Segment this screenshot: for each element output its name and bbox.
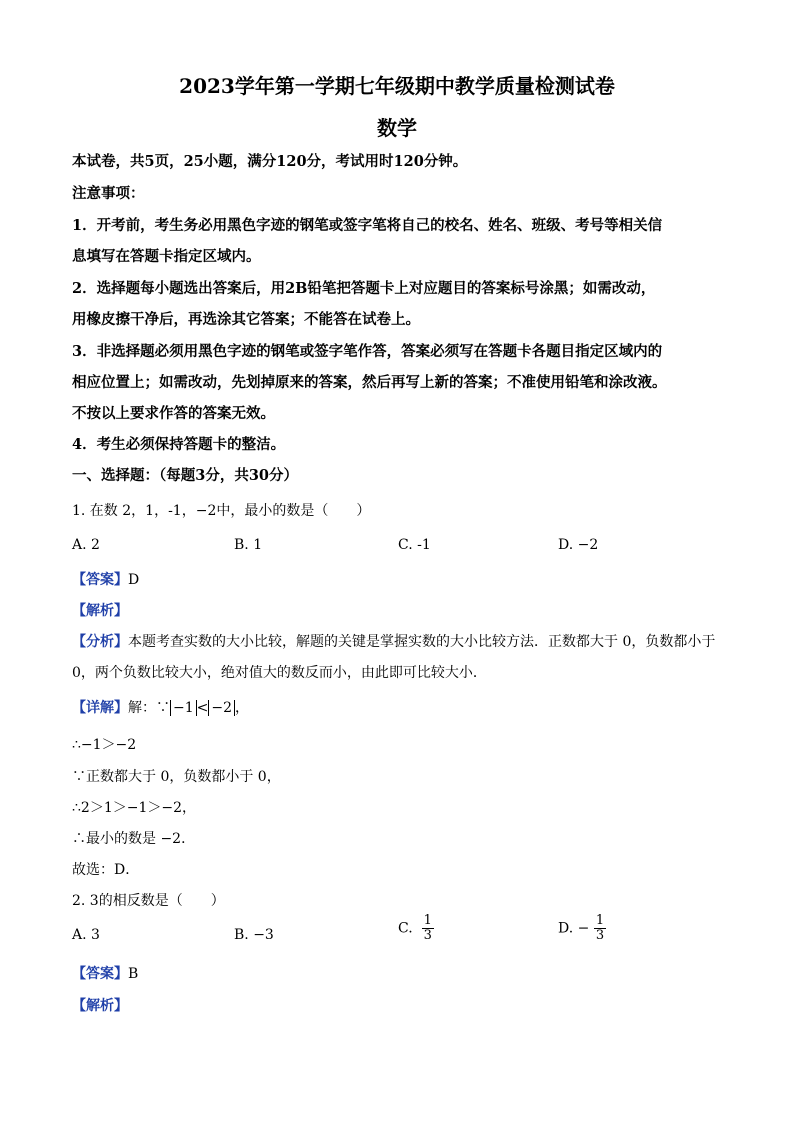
- q1-option-a: A. 2: [72, 537, 100, 553]
- q1-analysis-tag: 【解析】: [72, 603, 128, 619]
- fenxi-text: 本题考查实数的大小比较，解题的关键是掌握实数的大小比较方法．正数都大于 0，负数都小于: [128, 634, 716, 650]
- detail-tag: 【详解】: [72, 700, 128, 716]
- numerator: 1: [423, 913, 432, 928]
- section-heading: 一、选择题：（每题3分，共30分）: [72, 467, 299, 484]
- exam-subject: 数学: [377, 116, 417, 140]
- q1-step: ∴2＞1＞−1＞−2，: [72, 800, 196, 816]
- less-than: <: [196, 700, 209, 716]
- q1-option-d: D. −2: [558, 537, 599, 553]
- option-prefix: D. −: [558, 920, 590, 937]
- exam-intro: 本试卷，共5页，25小题，满分120分，考试用时120分钟。: [72, 153, 468, 170]
- answer-value: D: [128, 572, 140, 588]
- q2-answer: [72, 963, 138, 983]
- q2-option-b: B. −3: [234, 927, 274, 943]
- q2-analysis-tag: 【解析】: [72, 998, 128, 1014]
- question-2-stem: 2. 3的相反数是（ ）: [72, 893, 225, 909]
- notice-line: 相应位置上；如需改动，先划掉原来的答案，然后再写上新的答案；不准使用铅笔和涂改液。: [72, 374, 667, 391]
- detail-suffix: ，: [235, 700, 250, 716]
- q1-option-c: C. -1: [398, 537, 431, 553]
- option-prefix: C.: [398, 920, 413, 937]
- notice-line: 2．选择题每小题选出答案后，用2B铅笔把答题卡上对应题目的答案标号涂黑；如需改动，: [72, 280, 656, 297]
- q1-choice: 故选：D．: [72, 862, 140, 878]
- notice-line: 息填写在答题卡指定区域内。: [72, 248, 261, 265]
- q2-option-d: [558, 914, 606, 943]
- answer-value: B: [128, 966, 139, 982]
- notice-line: 不按以上要求作答的答案无效。: [72, 405, 275, 422]
- answer-tag: 【答案】: [72, 966, 128, 982]
- detail-prefix: 解：∵: [128, 700, 170, 716]
- q2-option-c: [398, 914, 434, 943]
- q1-answer: [72, 569, 139, 589]
- q1-fenxi-line: [72, 631, 715, 651]
- notice-line: 3．非选择题必须用黑色字迹的钢笔或签字笔作答，答案必须写在答题卡各题目指定区域内的: [72, 343, 663, 360]
- q1-step: ∴最小的数是 −2．: [72, 831, 196, 847]
- abs-value-a: −1: [170, 700, 197, 716]
- notice-heading: 注意事项：: [72, 185, 145, 202]
- q1-step: ∵正数都大于 0，负数都小于 0，: [72, 769, 281, 785]
- q2-option-a: A. 3: [72, 927, 100, 943]
- question-1-stem: 1. 在数 2，1，-1，−2中，最小的数是（ ）: [72, 503, 371, 519]
- fenxi-tag: 【分析】: [72, 634, 128, 650]
- q1-fenxi-line-2: 0，两个负数比较大小，绝对值大的数反而小，由此即可比较大小．: [72, 665, 487, 681]
- q1-option-b: B. 1: [234, 537, 263, 553]
- q1-detail-line: [72, 697, 249, 717]
- fraction: [422, 914, 434, 943]
- q1-step: ∴−1＞−2: [72, 737, 137, 753]
- notice-line: 用橡皮擦干净后，再选涂其它答案；不能答在试卷上。: [72, 311, 420, 328]
- notice-line: 1．开考前，考生务必用黑色字迹的钢笔或签字笔将自己的校名、姓名、班级、考号等相关信: [72, 217, 663, 234]
- exam-title: 2023学年第一学期七年级期中教学质量检测试卷: [179, 74, 615, 98]
- notice-line: 4．考生必须保持答题卡的整洁。: [72, 436, 286, 453]
- fraction: [594, 914, 606, 943]
- abs-value-b: −2: [208, 700, 235, 716]
- numerator: 1: [595, 913, 605, 928]
- denominator: 3: [595, 928, 605, 943]
- answer-tag: 【答案】: [72, 572, 128, 588]
- denominator: 3: [423, 928, 432, 943]
